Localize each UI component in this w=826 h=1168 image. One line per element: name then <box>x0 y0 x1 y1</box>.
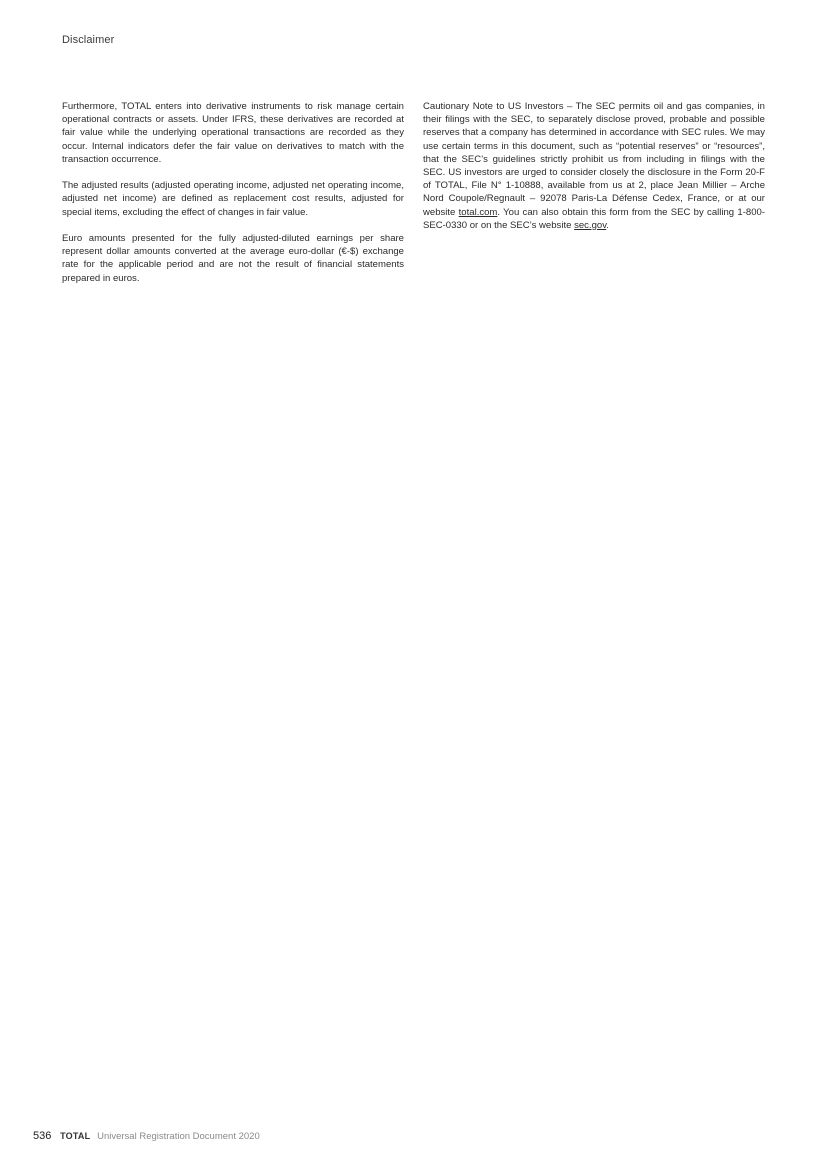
cautionary-text-start: Cautionary Note to US Investors – The SEC permits oil and gas companies, in their filings with the SEC, to separately disclose proved, probable and possible reserves that a company has determined in accordance with SEC rules. We may use certain terms in this document, such as “potential reserves” or “resources”, that the SEC’s guidelines strictly prohibit us from including in filings with the SEC. US investors are urged to consider closely the disclosure in the Form 20-F of TOTAL, File N° 1-10888, available from us at 2, place Jean Millier – Arche Nord Coupole/Regnault – 92078 Paris-La Défense Cedex, France, or at our website <box>423 101 765 218</box>
page-number: 536 <box>33 1130 52 1142</box>
total-website-link[interactable]: total.com <box>458 206 498 218</box>
section-header: Disclaimer <box>62 34 115 46</box>
right-text-column <box>423 100 765 245</box>
paragraph-cautionary-note <box>423 100 765 232</box>
company-name: TOTAL <box>60 1131 91 1141</box>
paragraph-adjusted-results: The adjusted results (adjusted operating income, adjusted net operating income, adjusted net income) are defined as replacement cost results, adjusted for special items, excluding the effect of changes in fair value. <box>62 180 404 218</box>
document-title: Universal Registration Document 2020 <box>97 1131 260 1142</box>
left-text-column <box>62 100 404 298</box>
paragraph-euro-amounts: Euro amounts presented for the fully adjusted-diluted earnings per share represent dollar amounts converted at the average euro-dollar (€-$) exchange rate for the applicable period and are not the result of financial statements prepared in euros. <box>62 233 404 284</box>
cautionary-text-end: . <box>606 219 609 231</box>
paragraph-derivatives: Furthermore, TOTAL enters into derivative instruments to risk manage certain operational contracts or assets. Under IFRS, these derivatives are recorded at fair value while the underlying operational transactions are recorded as they occur. Internal indicators defer the fair value on derivatives to match with the transaction occurrence. <box>62 101 404 165</box>
page-footer <box>33 1130 260 1142</box>
cautionary-text-middle: . You can also obtain this form from the SEC by calling 1-800-SEC-0330 or on the SEC’s website <box>423 206 765 231</box>
sec-website-link[interactable]: sec.gov <box>574 219 607 231</box>
